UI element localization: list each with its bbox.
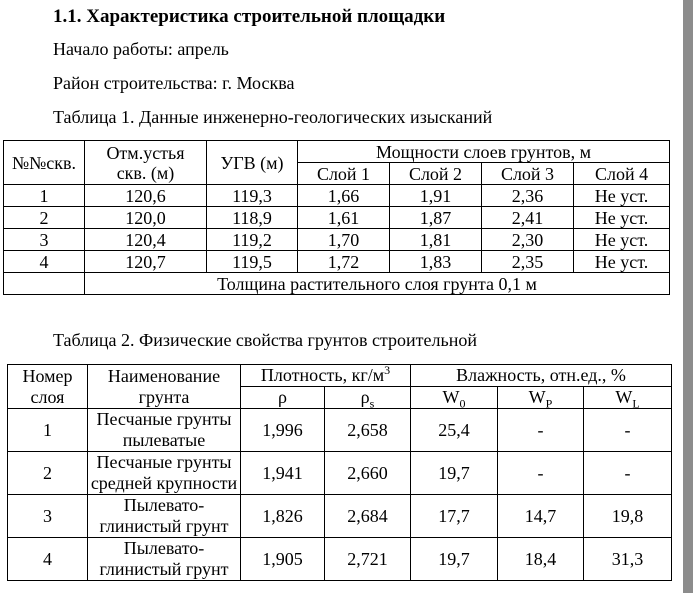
cell-well-number: 3 <box>4 229 85 251</box>
start-work-text: Начало работы: апрель <box>53 39 229 59</box>
cell-layer-4: Не уст. <box>574 251 670 273</box>
cell-w0: 19,7 <box>411 452 498 495</box>
table-row <box>4 185 670 207</box>
cell-wp: - <box>498 409 584 452</box>
cell-soil-name-line2: средней крупности <box>90 473 238 493</box>
cell-layer-1: 1,70 <box>298 229 390 251</box>
cell-layer-3: 2,36 <box>482 185 574 207</box>
cell-soil-name-line1: Песчаные грунты <box>96 409 232 429</box>
cell-elevation: 120,6 <box>85 185 207 207</box>
cell-layer-1: 1,72 <box>298 251 390 273</box>
cell-elevation: 120,7 <box>85 251 207 273</box>
cell-layer-3: 2,35 <box>482 251 574 273</box>
table2-caption: Таблица 2. Физические свойства грунтов строительной <box>53 330 477 350</box>
cell-soil-name-line2: глинистый грунт <box>99 516 229 536</box>
cell-soil-name-line1: Песчаные грунты <box>96 452 232 472</box>
table-row <box>8 452 672 495</box>
col-header-w0 <box>411 387 498 409</box>
cell-w0: 25,4 <box>411 409 498 452</box>
cell-rho-s: 2,658 <box>325 409 411 452</box>
col-header-density-exponent: 3 <box>384 363 391 377</box>
cell-wp: 14,7 <box>498 495 584 538</box>
cell-wl: - <box>584 409 672 452</box>
col-header-layer-4: Слой 4 <box>574 163 670 185</box>
col-header-rho: ρ <box>241 387 325 409</box>
cell-layer-2: 1,91 <box>390 185 482 207</box>
col-header-wp <box>498 387 584 409</box>
col-header-elevation-line2: скв. (м) <box>116 162 175 183</box>
cell-w0: 17,7 <box>411 495 498 538</box>
cell-layer-number: 4 <box>8 538 88 581</box>
cell-layer-1: 1,61 <box>298 207 390 229</box>
col-header-density <box>241 365 411 387</box>
cell-rho: 1,905 <box>241 538 325 581</box>
cell-rho: 1,826 <box>241 495 325 538</box>
vegetation-layer-note: Толщина растительного слоя грунта 0,1 м <box>85 273 670 295</box>
cell-layer-number: 1 <box>8 409 88 452</box>
col-header-wl <box>584 387 672 409</box>
cell-elevation: 120,0 <box>85 207 207 229</box>
cell-soil-name <box>88 452 241 495</box>
col-header-layer-number-line2: слоя <box>30 386 65 407</box>
col-header-wp-base: W <box>528 387 546 407</box>
page-edge <box>683 0 693 593</box>
col-header-layer-1: Слой 1 <box>298 163 390 185</box>
table-row <box>4 207 670 229</box>
cell-layer-4: Не уст. <box>574 229 670 251</box>
cell-groundwater: 119,5 <box>207 251 298 273</box>
cell-layer-1: 1,66 <box>298 185 390 207</box>
col-header-layer-2: Слой 2 <box>390 163 482 185</box>
col-header-wl-subscript: L <box>632 396 640 411</box>
cell-layer-number: 2 <box>8 452 88 495</box>
col-header-rho-s-subscript: s <box>369 396 375 411</box>
cell-well-number: 2 <box>4 207 85 229</box>
cell-soil-name <box>88 538 241 581</box>
cell-groundwater: 118,9 <box>207 207 298 229</box>
geology-survey-table <box>3 140 670 295</box>
cell-layer-2: 1,87 <box>390 207 482 229</box>
cell-layer-4: Не уст. <box>574 207 670 229</box>
cell-rho-s: 2,721 <box>325 538 411 581</box>
col-header-soil-name <box>88 365 241 409</box>
table-row <box>4 229 670 251</box>
cell-soil-name <box>88 409 241 452</box>
cell-layer-number: 3 <box>8 495 88 538</box>
cell-soil-name-line2: пылеватые <box>122 430 206 450</box>
cell-elevation: 120,4 <box>85 229 207 251</box>
cell-soil-name-line1: Пылевато- <box>123 495 205 515</box>
table-row <box>8 495 672 538</box>
col-header-moisture: Влажность, отн.ед., % <box>411 365 672 387</box>
col-header-wp-subscript: P <box>545 396 553 411</box>
cell-wp: 18,4 <box>498 538 584 581</box>
table-row <box>8 409 672 452</box>
cell-rho-s: 2,684 <box>325 495 411 538</box>
cell-groundwater: 119,2 <box>207 229 298 251</box>
col-header-layer-number <box>8 365 88 409</box>
cell-soil-name <box>88 495 241 538</box>
cell-soil-name-line1: Пылевато- <box>123 538 205 558</box>
table1-caption: Таблица 1. Данные инженерно-геологических изысканий <box>53 107 493 127</box>
col-header-w0-subscript: 0 <box>459 396 466 411</box>
col-header-layer-3: Слой 3 <box>482 163 574 185</box>
region-text: Район строительства: г. Москва <box>53 73 295 93</box>
col-header-elevation-line1: Отм.устья <box>106 142 185 163</box>
cell-rho-s: 2,660 <box>325 452 411 495</box>
cell-layer-2: 1,83 <box>390 251 482 273</box>
cell-layer-3: 2,30 <box>482 229 574 251</box>
cell-well-number: 4 <box>4 251 85 273</box>
col-header-groundwater: УГВ (м) <box>207 141 298 185</box>
cell-soil-name-line2: глинистый грунт <box>99 559 229 579</box>
col-header-wl-base: W <box>615 387 633 407</box>
cell-rho: 1,996 <box>241 409 325 452</box>
col-header-w0-base: W <box>442 387 460 407</box>
col-header-soil-name-line2: грунта <box>138 386 190 407</box>
cell-well-number: 1 <box>4 185 85 207</box>
table-row <box>4 251 670 273</box>
col-header-density-label: Плотность, кг/м <box>260 365 385 385</box>
cell-w0: 19,7 <box>411 538 498 581</box>
cell-groundwater: 119,3 <box>207 185 298 207</box>
cell-rho: 1,941 <box>241 452 325 495</box>
table-row <box>8 538 672 581</box>
section-heading: 1.1. Характеристика строительной площадки <box>53 6 446 27</box>
col-header-layer-thickness: Мощности слоев грунтов, м <box>298 141 670 163</box>
col-header-elevation <box>85 141 207 185</box>
col-header-rho-s-base: ρ <box>360 387 370 407</box>
col-header-soil-name-line1: Наименование <box>107 365 221 386</box>
col-header-layer-number-line1: Номер <box>22 365 73 386</box>
cell-footer-empty <box>4 273 85 295</box>
cell-wl: - <box>584 452 672 495</box>
cell-layer-3: 2,41 <box>482 207 574 229</box>
cell-layer-2: 1,81 <box>390 229 482 251</box>
soil-properties-table <box>7 364 672 581</box>
cell-wl: 19,8 <box>584 495 672 538</box>
cell-layer-4: Не уст. <box>574 185 670 207</box>
col-header-rho-s <box>325 387 411 409</box>
cell-wl: 31,3 <box>584 538 672 581</box>
cell-wp: - <box>498 452 584 495</box>
table-footer-row <box>4 273 670 295</box>
col-header-well-number: №№скв. <box>4 141 85 185</box>
